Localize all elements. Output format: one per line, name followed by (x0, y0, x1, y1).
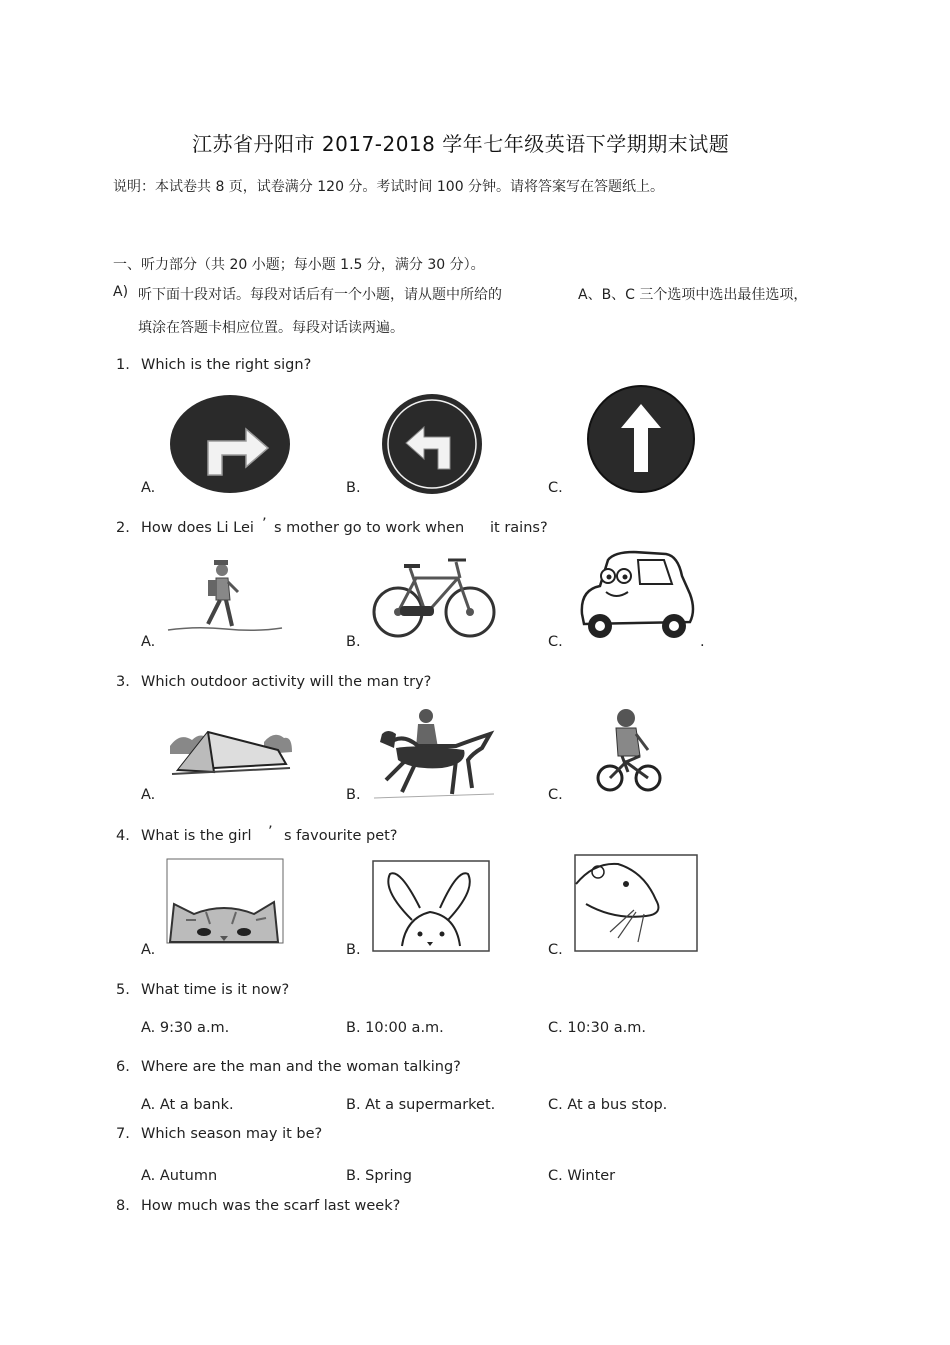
exam-instructions: 说明：本试卷共 8 页，试卷满分 120 分。考试时间 100 分钟。请将答案写在答题纸上。 (113, 179, 665, 195)
question-text: What time is it now? (141, 982, 290, 998)
question-number: 3. (116, 674, 130, 690)
cat-icon (166, 858, 284, 944)
rabbit-icon (372, 860, 490, 952)
walking-man-icon (166, 556, 284, 638)
question-text-part: it rains? (490, 520, 548, 536)
option-a-label: A. (141, 634, 156, 650)
car-icon (574, 546, 698, 646)
question-number: 2. (116, 520, 130, 536)
option-b: B. 10:00 a.m. (346, 1020, 444, 1036)
option-a: A. 9:30 a.m. (141, 1020, 230, 1036)
question-text-part: s mother go to work when (274, 520, 465, 536)
apostrophe: ’ (268, 824, 273, 840)
part-a-label: A) (113, 284, 129, 300)
trailing-period: . (700, 634, 705, 650)
option-c-label: C. (548, 942, 563, 958)
option-b-label: B. (346, 942, 361, 958)
option-c-label: C. (548, 480, 563, 496)
straight-ahead-sign-icon (585, 384, 697, 494)
question-text-part: s favourite pet? (284, 828, 398, 844)
option-b: B. Spring (346, 1168, 412, 1184)
part-a-text: 听下面十段对话。每段对话后有一个小题，请从题中所给的 (138, 287, 502, 303)
option-c-label: C. (548, 787, 563, 803)
part-a-text-line2: 填涂在答题卡相应位置。每段对话读两遍。 (138, 320, 404, 336)
option-a: A. Autumn (141, 1168, 218, 1184)
question-text: Which is the right sign? (141, 357, 312, 373)
question-text: Which season may it be? (141, 1126, 323, 1142)
option-c-label: C. (548, 634, 563, 650)
option-c: C. At a bus stop. (548, 1097, 668, 1113)
option-b-label: B. (346, 634, 361, 650)
question-number: 6. (116, 1059, 130, 1075)
question-number: 1. (116, 357, 130, 373)
section-heading: 一、听力部分（共 20 小题；每小题 1.5 分，满分 30 分）。 (113, 257, 485, 273)
option-c: C. Winter (548, 1168, 616, 1184)
page-title: 江苏省丹阳市 2017-2018 学年七年级英语下学期期末试题 (192, 132, 730, 156)
option-b: B. At a supermarket. (346, 1097, 496, 1113)
question-text: Which outdoor activity will the man try? (141, 674, 432, 690)
question-text-part: How does Li Lei (141, 520, 254, 536)
option-a: A. At a bank. (141, 1097, 234, 1113)
question-number: 7. (116, 1126, 130, 1142)
horse-rider-icon (372, 704, 496, 800)
option-a-label: A. (141, 480, 156, 496)
turn-left-sign-icon (378, 393, 486, 495)
cyclist-icon (596, 706, 662, 796)
bicycle-icon (370, 548, 498, 642)
apostrophe: ’ (262, 516, 267, 532)
question-number: 8. (116, 1198, 130, 1214)
mouse-icon (574, 854, 698, 952)
question-number: 5. (116, 982, 130, 998)
option-a-label: A. (141, 942, 156, 958)
part-a-text-cont: A、B、C 三个选项中选出最佳选项， (578, 287, 808, 303)
option-c: C. 10:30 a.m. (548, 1020, 646, 1036)
option-b-label: B. (346, 787, 361, 803)
question-text: How much was the scarf last week? (141, 1198, 401, 1214)
option-b-label: B. (346, 480, 361, 496)
question-text: Where are the man and the woman talking? (141, 1059, 461, 1075)
turn-right-sign-icon (168, 393, 292, 495)
option-a-label: A. (141, 787, 156, 803)
tent-icon (168, 724, 294, 780)
question-text-part: What is the girl (141, 828, 252, 844)
question-number: 4. (116, 828, 130, 844)
